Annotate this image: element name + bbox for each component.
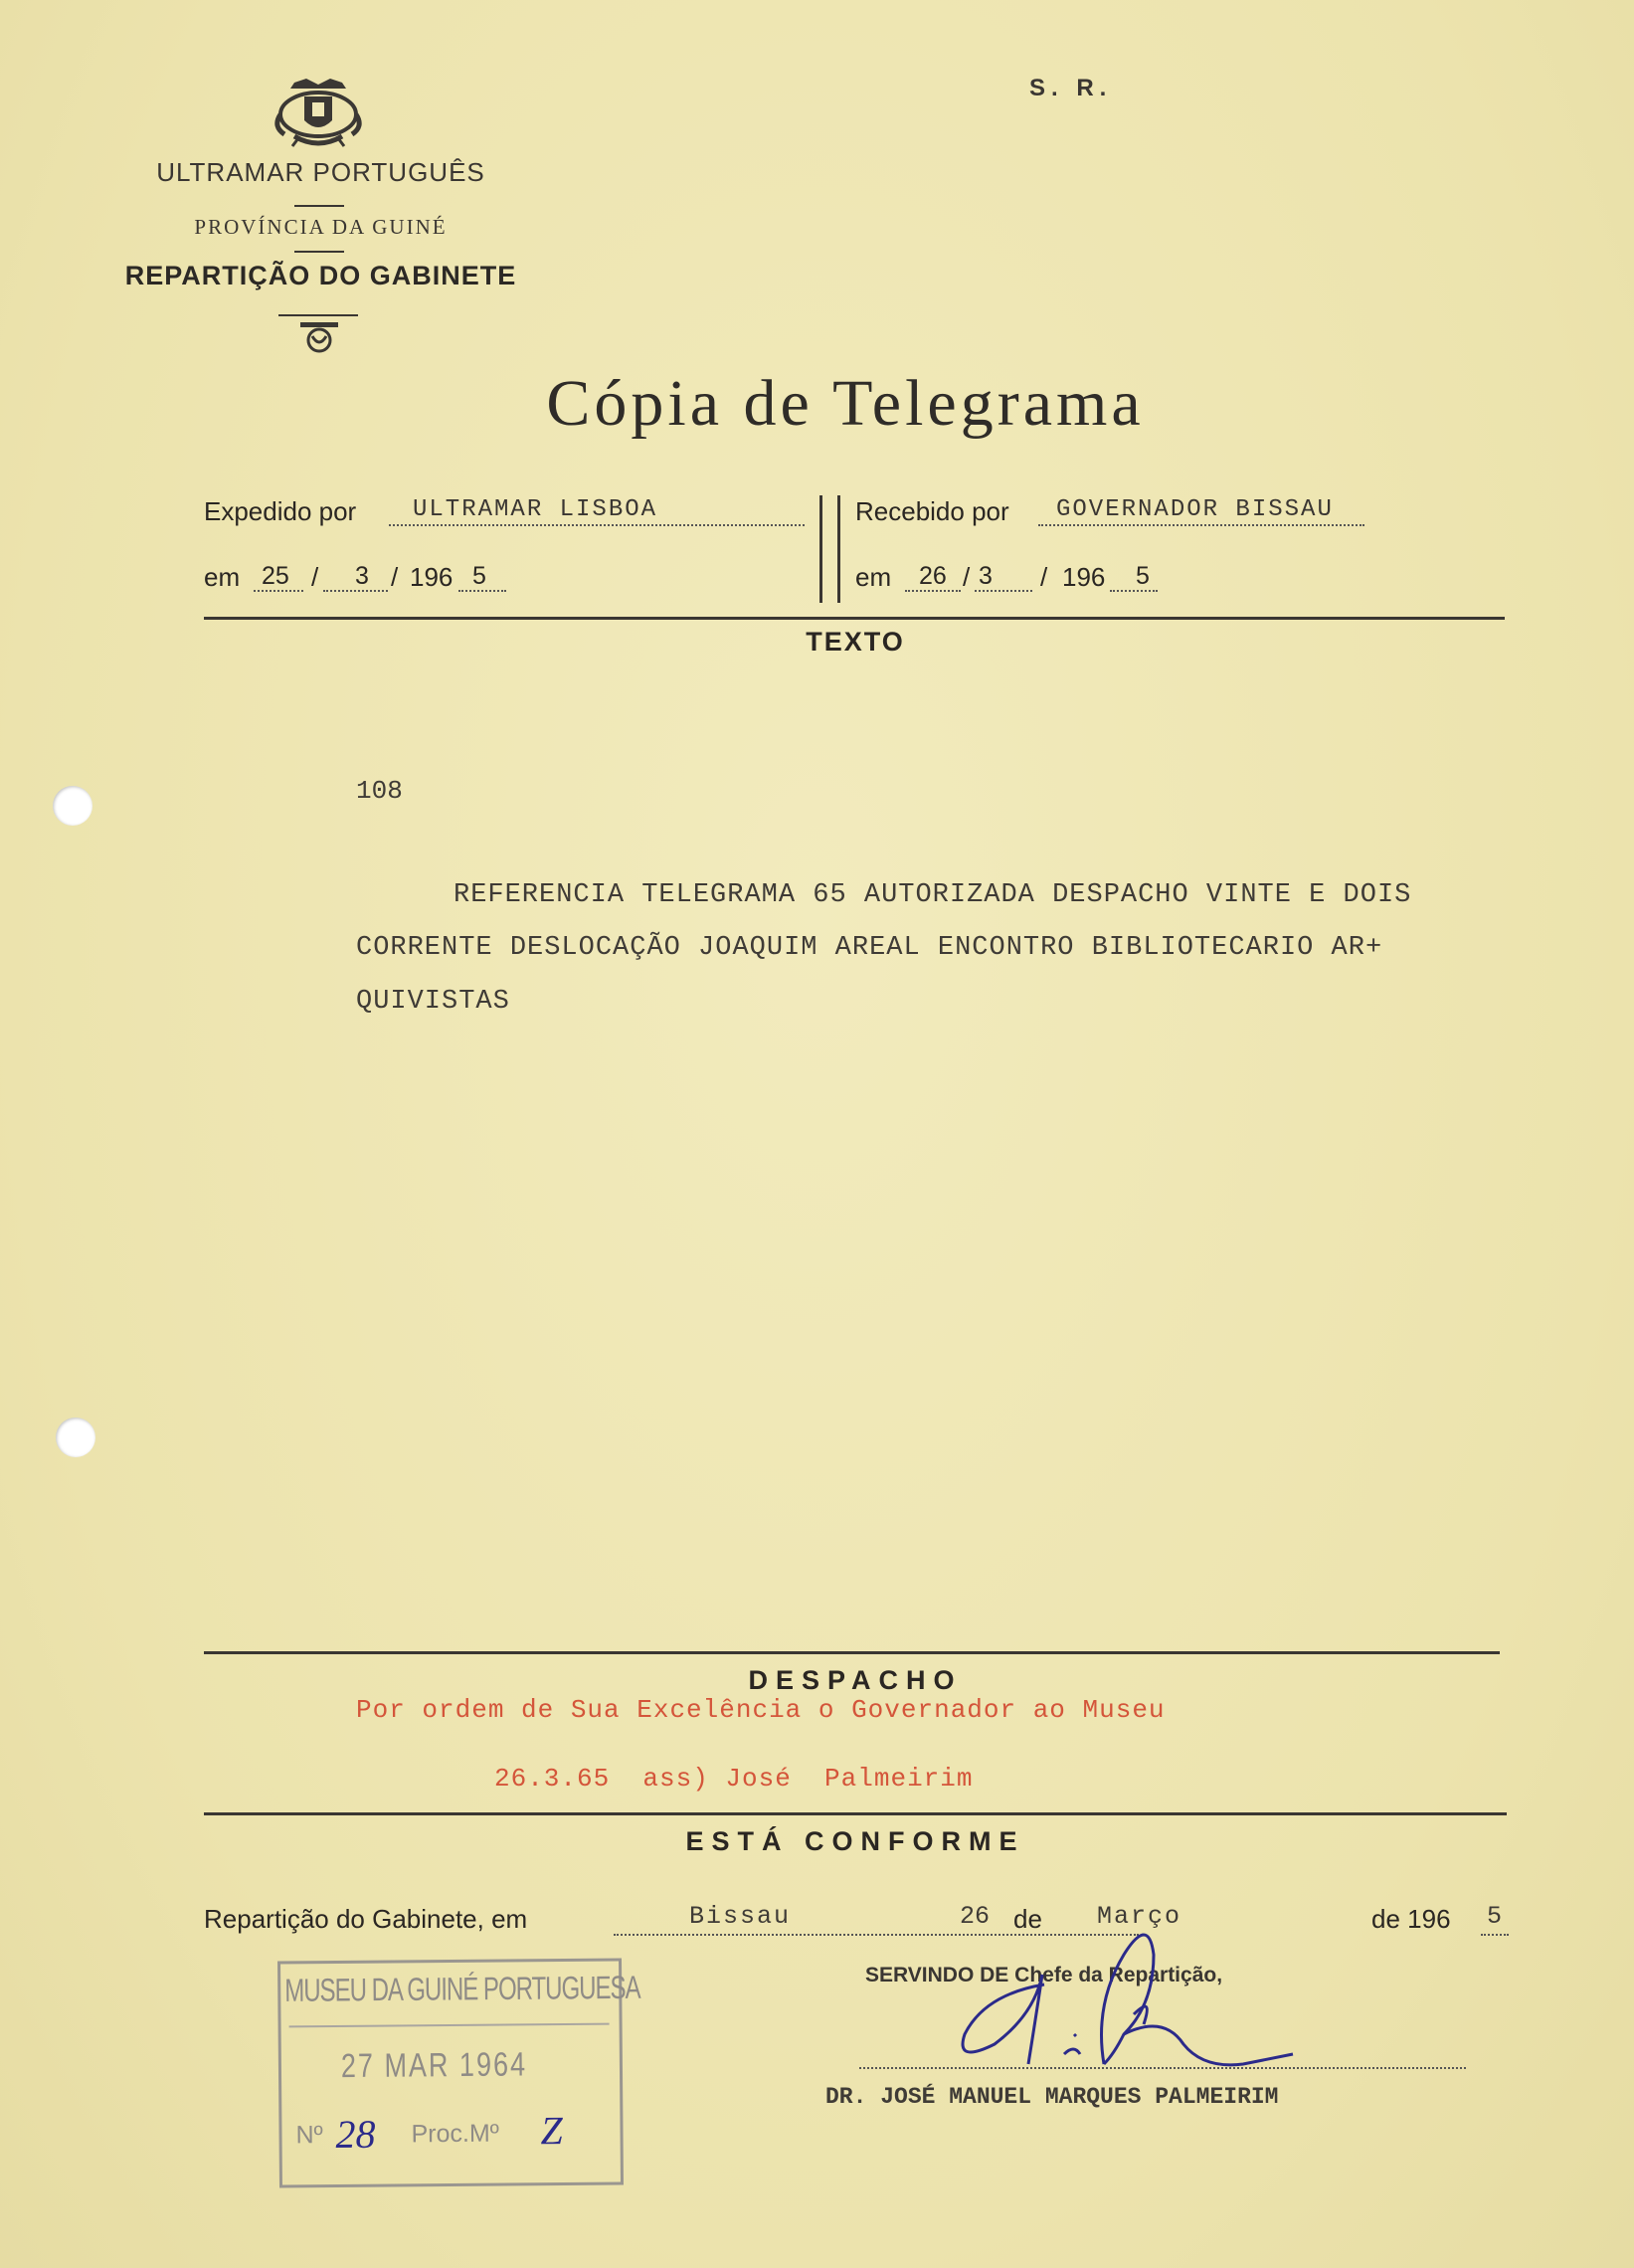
received-by-row: [855, 494, 1504, 530]
conforme-month: Março: [1097, 1902, 1182, 1931]
received-year-suffix: 5: [1136, 562, 1150, 590]
received-year-field: [1110, 590, 1158, 592]
conforme-role: SERVINDO DE Chefe da Repartição,: [865, 1964, 1223, 1986]
received-year-prefix: 196: [1062, 562, 1106, 592]
sent-date-label: em: [204, 562, 241, 592]
field-divider-2: [837, 495, 840, 603]
conforme-year-label: de 196: [1371, 1904, 1451, 1934]
sent-month: 3: [355, 562, 369, 590]
punch-hole-bottom: [56, 1418, 95, 1457]
telegram-line-1: REFERENCIA TELEGRAMA 65 AUTORIZADA DESPACHO VINTE E DOIS: [454, 880, 1412, 910]
document-title: Cópia de Telegrama: [546, 367, 1145, 440]
sent-date-row: [204, 560, 562, 596]
seal-emblem-icon: [298, 320, 340, 354]
conforme-place-label: Repartição do Gabinete, em: [204, 1904, 528, 1934]
despacho-heading: DESPACHO: [748, 1665, 963, 1695]
museum-stamp: [277, 1958, 640, 2187]
conforme-rule: [204, 1812, 1507, 1815]
sent-year-suffix: 5: [472, 562, 486, 590]
sent-by-label: Expedido por: [204, 496, 357, 526]
telegram-number: 108: [356, 776, 403, 806]
received-by-value: GOVERNADOR BISSAU: [1056, 496, 1334, 523]
despacho-line-1: Por ordem de Sua Excelência o Governador ao Museu: [356, 1695, 1166, 1725]
sent-by-field: [389, 524, 805, 526]
org-line-1: ULTRAMAR PORTUGUÊS: [156, 157, 485, 187]
org-divider-2: [294, 251, 344, 253]
org-divider-1: [294, 205, 344, 207]
stamp-proc-value: Z: [540, 2108, 563, 2154]
received-by-field: [1038, 524, 1364, 526]
field-divider: [819, 495, 822, 603]
texto-rule: [204, 617, 1505, 620]
signer-name: DR. JOSÉ MANUEL MARQUES PALMEIRIM: [825, 2084, 1279, 2110]
stamp-number: 28: [335, 2111, 376, 2158]
sent-slash-2: /: [391, 562, 399, 592]
conforme-de: de: [1013, 1904, 1042, 1934]
punch-hole-top: [53, 786, 92, 826]
sent-by-value: ULTRAMAR LISBOA: [413, 496, 658, 523]
texto-heading: TEXTO: [806, 627, 905, 657]
sent-year-prefix: 196: [410, 562, 454, 592]
sent-by-row: [204, 494, 806, 530]
conforme-year-suffix: 5: [1487, 1902, 1503, 1931]
conforme-year-field: [1481, 1934, 1509, 1936]
org-line-2: PROVÍNCIA DA GUINÉ: [194, 215, 448, 239]
telegram-line-3: QUIVISTAS: [356, 987, 510, 1017]
conforme-heading: ESTÁ CONFORME: [685, 1826, 1025, 1856]
received-by-label: Recebido por: [855, 496, 1009, 526]
telegram-line-2: CORRENTE DESLOCAÇÃO JOAQUIM AREAL ENCONTRO BIBLIOTECARIO AR+: [356, 933, 1383, 963]
stamp-divider: [289, 2023, 610, 2028]
org-line-3: REPARTIÇÃO DO GABINETE: [124, 261, 517, 290]
conforme-day: 26: [960, 1902, 991, 1931]
received-slash-2: /: [1040, 562, 1048, 592]
despacho-line-2: 26.3.65 ass) José Palmeirim: [494, 1764, 974, 1794]
handwritten-signature-icon: [925, 1895, 1323, 2094]
sent-day: 25: [262, 562, 289, 590]
received-day: 26: [919, 562, 947, 590]
sent-slash-1: /: [311, 562, 319, 592]
sr-mark: S. R.: [1029, 75, 1113, 101]
stamp-date: 27 MAR 1964: [340, 2045, 528, 2085]
despacho-rule: [204, 1651, 1500, 1654]
stamp-no-label: Nº: [295, 2121, 323, 2150]
received-date-row: [855, 560, 1213, 596]
conforme-place: Bissau: [689, 1902, 792, 1931]
received-slash-1: /: [963, 562, 971, 592]
org-divider-3: [278, 314, 358, 316]
stamp-line-1: MUSEU DA GUINÉ PORTUGUESA: [284, 1970, 640, 2010]
stamp-proc-label: Proc.Mº: [411, 2119, 499, 2149]
coat-of-arms-icon: [271, 75, 366, 150]
received-date-label: em: [855, 562, 892, 592]
received-month: 3: [979, 562, 993, 590]
